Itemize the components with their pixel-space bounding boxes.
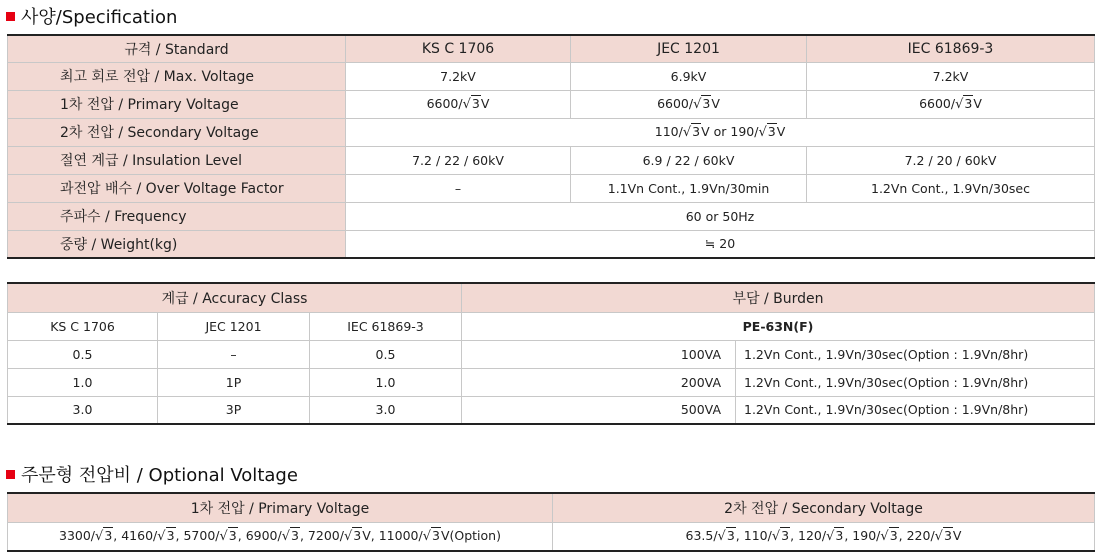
sqrt-symbol: √3 [758,124,776,140]
cell-value: 3.0 [310,396,462,424]
cell-value: 3.0 [8,396,158,424]
table-row [8,202,1095,230]
value-text: , 110/ [735,528,772,544]
cell-burden-va: 200VA [462,368,736,396]
cell-burden-va: 100VA [462,340,736,368]
cell-value: 1.0 [310,368,462,396]
table-row [8,340,1095,368]
header-secondary-voltage: 2차 전압 / Secondary Voltage [553,493,1095,522]
table-row [8,174,1095,202]
value-text: 6600/ [657,96,694,111]
subheader-iec: IEC 61869-3 [310,312,462,340]
table-row [8,62,1095,90]
header-iec: IEC 61869-3 [807,35,1095,62]
table-row [8,368,1095,396]
value-text: 6600/ [919,96,956,111]
value-text: 63.5/ [685,528,718,544]
value-text: V or 190/ [701,124,759,139]
cell-value: 0.5 [8,340,158,368]
header-accuracy-class: 계급 / Accuracy Class [8,283,462,312]
sqrt-symbol: √3 [682,124,701,140]
table-row [8,146,1095,174]
value-text: 6600/ [426,96,463,111]
table-row [8,396,1095,424]
sqrt-symbol: √3 [422,528,440,545]
value-text: , 190/ [844,528,881,544]
value-text: , 5700/ [175,528,220,544]
primary-voltage-values [8,522,553,551]
cell-value: 1.1Vn Cont., 1.9Vn/30min [571,174,807,202]
value-text: , 220/ [898,528,935,544]
sqrt-symbol: √3 [219,528,237,545]
row-label: 중량 / Weight(kg) [8,230,346,258]
table-row [8,522,1095,551]
cell-value: 6.9kV [571,62,807,90]
value-text: V [952,528,962,544]
value-text: , 6900/ [237,528,282,544]
header-standard: 규격 / Standard [8,35,346,62]
unit-text: V [776,124,786,139]
cell-value: 0.5 [310,340,462,368]
sqrt-symbol: √3 [826,528,844,545]
cell-value: – [346,174,571,202]
cell-value: 1.2Vn Cont., 1.9Vn/30sec [807,174,1095,202]
sqrt-symbol: √3 [717,528,735,545]
unit-text: V [973,96,982,111]
cell-burden-desc: 1.2Vn Cont., 1.9Vn/30sec(Option : 1.9Vn/8hr) [736,396,1095,424]
cell-value: 7.2kV [807,62,1095,90]
value-text: , 7200/ [299,528,344,544]
accuracy-burden-table [7,282,1095,425]
spec-title-text: 사양/Specification [21,7,178,28]
cell-value: 3P [158,396,310,424]
optional-section-title [6,462,298,486]
accuracy-subheader-row [8,312,1095,340]
row-label: 주파수 / Frequency [8,202,346,230]
cell-burden-desc: 1.2Vn Cont., 1.9Vn/30sec(Option : 1.9Vn/8hr) [736,368,1095,396]
sqrt-symbol: √3 [880,528,898,545]
sqrt-symbol: √3 [281,528,299,545]
header-primary-voltage: 1차 전압 / Primary Voltage [8,493,553,522]
cell-value: 7.2kV [346,62,571,90]
value-text: V, 11000/ [362,528,423,544]
optional-voltage-table [7,492,1095,552]
row-label: 1차 전압 / Primary Voltage [8,90,346,118]
sqrt-symbol: √3 [157,528,175,545]
sqrt-symbol: √3 [462,96,480,112]
cell-value [807,90,1095,118]
value-text: 3300/ [59,528,96,544]
cell-burden-va: 500VA [462,396,736,424]
value-text: V(Option) [440,528,501,544]
cell-value [346,118,1095,146]
table-row [8,118,1095,146]
specification-table [7,34,1095,259]
header-jec: JEC 1201 [571,35,807,62]
table-row [8,90,1095,118]
subheader-jec: JEC 1201 [158,312,310,340]
row-label: 과전압 배수 / Over Voltage Factor [8,174,346,202]
cell-value [346,90,571,118]
value-text: , 120/ [790,528,827,544]
secondary-voltage-values [553,522,1095,551]
spec-section-title [6,4,177,28]
sqrt-symbol: √3 [955,96,973,112]
subheader-model: PE-63N(F) [462,312,1095,340]
row-label: 절연 계급 / Insulation Level [8,146,346,174]
cell-value: 7.2 / 22 / 60kV [346,146,571,174]
cell-value: 6.9 / 22 / 60kV [571,146,807,174]
header-ks: KS C 1706 [346,35,571,62]
cell-value: 7.2 / 20 / 60kV [807,146,1095,174]
subheader-ks: KS C 1706 [8,312,158,340]
unit-text: V [711,96,720,111]
cell-value: – [158,340,310,368]
accuracy-header-row [8,283,1095,312]
sqrt-symbol: √3 [771,528,790,545]
cell-value: 1.0 [8,368,158,396]
sqrt-symbol: √3 [934,528,952,545]
cell-value [571,90,807,118]
sqrt-symbol: √3 [693,96,711,112]
optional-title-text: 주문형 전압비 / Optional Voltage [21,465,298,486]
header-burden: 부담 / Burden [462,283,1095,312]
cell-value: ≒ 20 [346,230,1095,258]
cell-value: 1P [158,368,310,396]
table-row [8,230,1095,258]
value-text: 110/ [654,124,683,139]
value-text: , 4160/ [113,528,158,544]
red-square-icon [6,12,15,21]
optional-header-row [8,493,1095,522]
sqrt-symbol: √3 [95,528,113,545]
row-label: 최고 회로 전압 / Max. Voltage [8,62,346,90]
red-square-icon [6,470,15,479]
row-label: 2차 전압 / Secondary Voltage [8,118,346,146]
sqrt-symbol: √3 [343,528,362,545]
unit-text: V [480,96,490,111]
spec-header-row [8,35,1095,62]
cell-burden-desc: 1.2Vn Cont., 1.9Vn/30sec(Option : 1.9Vn/8hr) [736,340,1095,368]
cell-value: 60 or 50Hz [346,202,1095,230]
